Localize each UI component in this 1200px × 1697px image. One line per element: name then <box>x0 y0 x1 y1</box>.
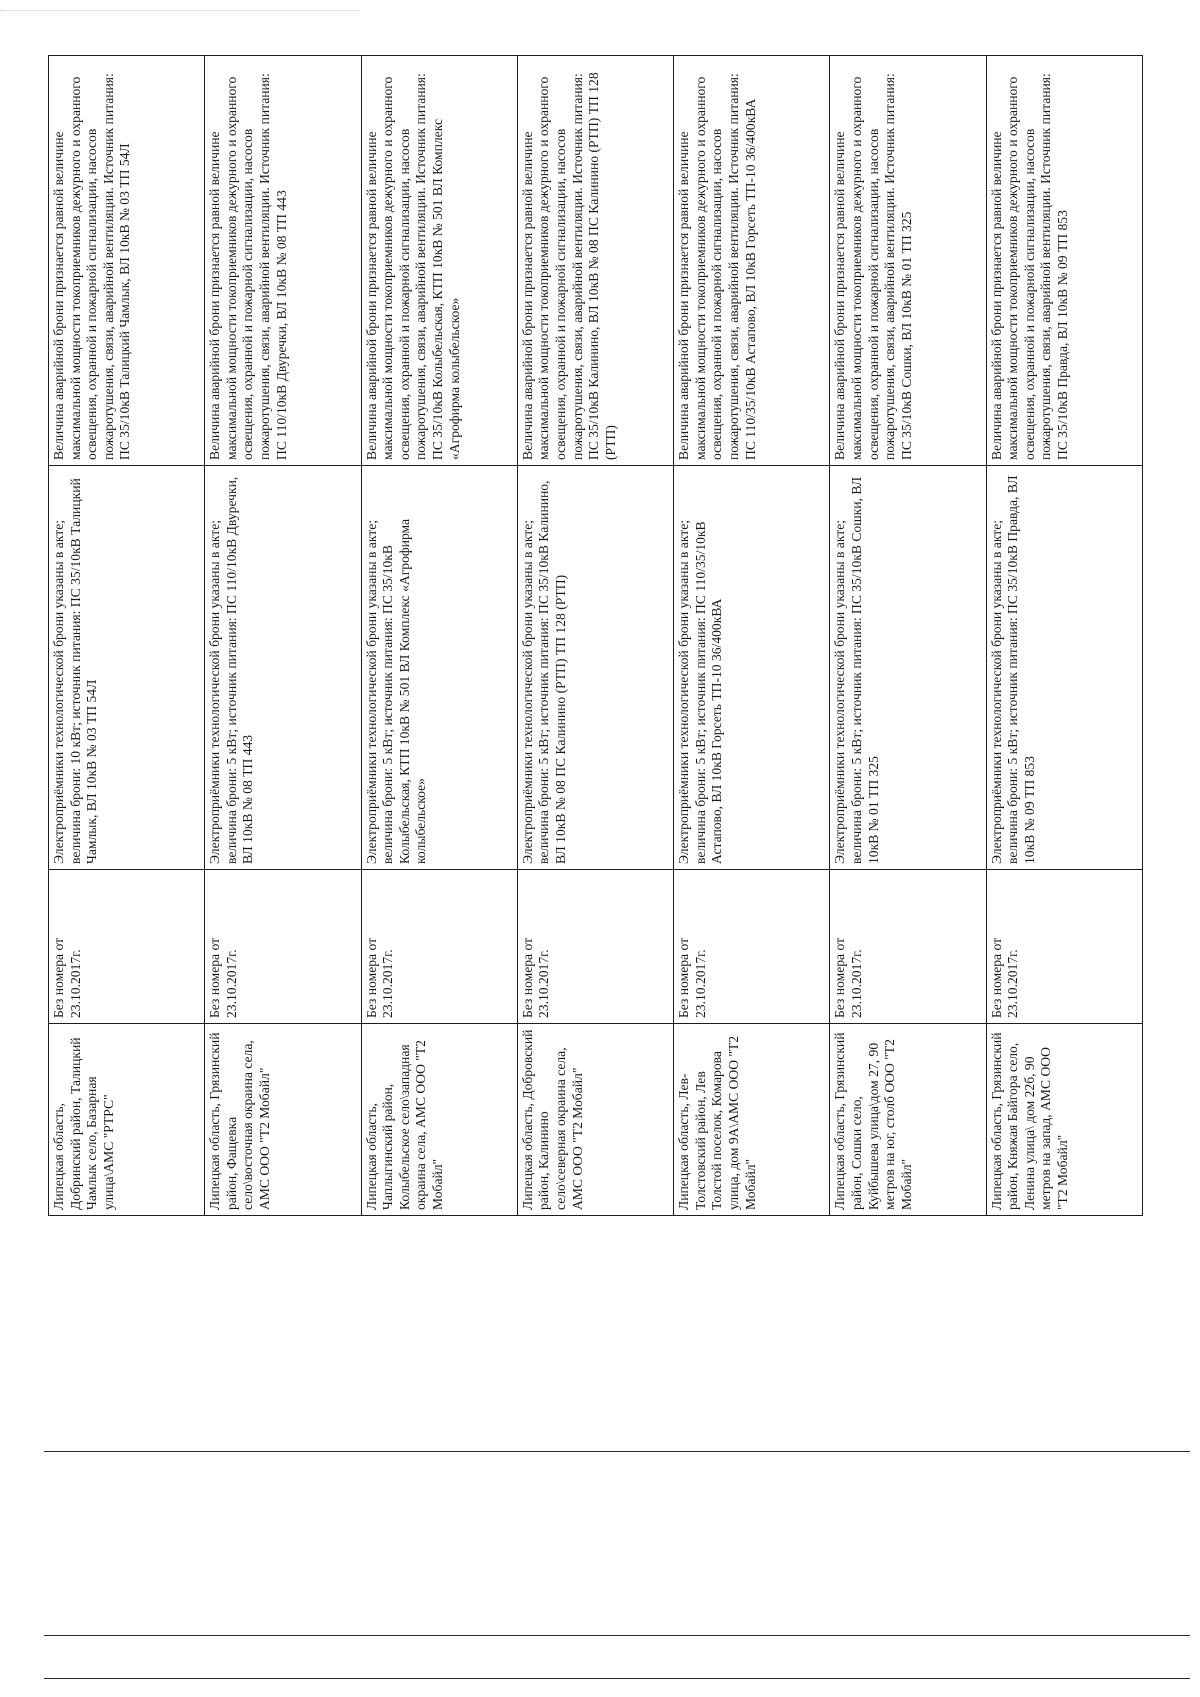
cell-tech-reservation: Электроприёмники технологической брони указаны в акте; величина брони: 5 кВт; источник питания: ПС 35/10кВ Правда, ВЛ 10кВ № 09 ТП 853 <box>986 466 1142 870</box>
cell-tech-reservation: Электроприёмники технологической брони указаны в акте; величина брони: 5 кВт; источник питания: ПС 35/10кВ Колыбельская, КТП 10кВ № 501 ВЛ Комплекс «Агрофирма колыбельское» <box>361 466 517 870</box>
scan-edge-line <box>0 10 360 11</box>
cell-document: Без номера от 23.10.2017г. <box>674 870 830 1024</box>
table-row <box>986 56 1142 1216</box>
cell-address: Липецкая область, Грязинский район, Княжая Байгора село, Ленина улица\ дом 22б, 90 метров на запад, АМС ООО "Т2 Мобайл" <box>986 1024 1142 1216</box>
cell-address: Липецкая область, Лев-Толстовский район, Лев Толстой поселок, Комарова улица, дом 9А\АМС ООО "Т2 Мобайл" <box>674 1024 830 1216</box>
horizontal-rule <box>44 1635 1190 1636</box>
cell-address: Липецкая область, Грязинский район, Сошки село, Куйбышева улица\дом 27, 90 метров на юг, столб ООО "Т2 Мобайл" <box>830 1024 986 1216</box>
cell-tech-reservation: Электроприёмники технологической брони указаны в акте; величина брони: 5 кВт; источник питания: ПС 35/10кВ Сошки, ВЛ 10кВ № 01 ТП 325 <box>830 466 986 870</box>
horizontal-rule <box>44 1678 1190 1679</box>
cell-tech-reservation: Электроприёмники технологической брони указаны в акте; величина брони: 5 кВт; источник питания: ПС 110/35/10кВ Астапово, ВЛ 10кВ Горсеть ТП-10 36/400кВА <box>674 466 830 870</box>
cell-document: Без номера от 23.10.2017г. <box>205 870 361 1024</box>
table-row <box>361 56 517 1216</box>
cell-emergency-reservation: Величина аварийной брони признается равной величине максимальной мощности токоприемников дежурного и охранного освещения, охранной и пожарной сигнализации, насосов пожаротушения, связи, аварийной вентиляции. Источник питания: ПС 35/10кВ Талицкий Чамлык, ВЛ 10кВ № 03 ТП 54Л <box>49 56 205 466</box>
table-body <box>49 56 1143 1216</box>
cell-emergency-reservation: Величина аварийной брони признается равной величине максимальной мощности токоприемников дежурного и охранного освещения, охранной и пожарной сигнализации, насосов пожаротушения, связи, аварийной вентиляции. Источник питания: ПС 110/10кВ Двуречки, ВЛ 10кВ № 08 ТП 443 <box>205 56 361 466</box>
table-row <box>205 56 361 1216</box>
table-row <box>517 56 673 1216</box>
power-reservation-table <box>48 55 1143 1216</box>
cell-emergency-reservation: Величина аварийной брони признается равной величине максимальной мощности токоприемников дежурного и охранного освещения, охранной и пожарной сигнализации, насосов пожаротушения, связи, аварийной вентиляции. Источник питания: ПС 110/35/10кВ Астапово, ВЛ 10кВ Горсеть ТП-10 36/400кВА <box>674 56 830 466</box>
table-row <box>830 56 986 1216</box>
cell-emergency-reservation: Величина аварийной брони признается равной величине максимальной мощности токоприемников дежурного и охранного освещения, охранной и пожарной сигнализации, насосов пожаротушения, связи, аварийной вентиляции. Источник питания: ПС 35/10кВ Колыбельская, КТП 10кВ № 501 ВЛ Комплекс «Агрофирма колыбельское» <box>361 56 517 466</box>
cell-document: Без номера от 23.10.2017г. <box>986 870 1142 1024</box>
cell-address: Липецкая область, Грязинский район, Фащевка село\восточная окраина села, АМС ООО "Т2 Мобайл" <box>205 1024 361 1216</box>
horizontal-rule <box>44 1451 1190 1452</box>
table-row <box>674 56 830 1216</box>
cell-emergency-reservation: Величина аварийной брони признается равной величине максимальной мощности токоприемников дежурного и охранного освещения, охранной и пожарной сигнализации, насосов пожаротушения, связи, аварийной вентиляции. Источник питания: ПС 35/10кВ Сошки, ВЛ 10кВ № 01 ТП 325 <box>830 56 986 466</box>
cell-document: Без номера от 23.10.2017г. <box>49 870 205 1024</box>
cell-document: Без номера от 23.10.2017г. <box>830 870 986 1024</box>
rotated-table-area <box>48 56 1200 1210</box>
cell-address: Липецкая область, Добринский район, Талицкий Чамлык село, Базарная улица\АМС "РТРС" <box>49 1024 205 1216</box>
table-row <box>49 56 205 1216</box>
cell-document: Без номера от 23.10.2017г. <box>517 870 673 1024</box>
cell-tech-reservation: Электроприёмники технологической брони указаны в акте; величина брони: 5 кВт; источник питания: ПС 35/10кВ Калинино, ВЛ 10кВ № 08 ПС Калинино (РТП) ТП 128 (РТП) <box>517 466 673 870</box>
cell-document: Без номера от 23.10.2017г. <box>361 870 517 1024</box>
cell-emergency-reservation: Величина аварийной брони признается равной величине максимальной мощности токоприемников дежурного и охранного освещения, охранной и пожарной сигнализации, насосов пожаротушения, связи, аварийной вентиляции. Источник питания: ПС 35/10кВ Калинино, ВЛ 10кВ № 08 ПС Калинино (РТП) ТП 128 (РТП) <box>517 56 673 466</box>
rotated-table-wrapper <box>48 56 1143 1216</box>
cell-address: Липецкая область, Чаплыгинский район, Колыбельское село\западная окраина села, АМС ООО "Т2 Мобайл" <box>361 1024 517 1216</box>
cell-tech-reservation: Электроприёмники технологической брони указаны в акте; величина брони: 10 кВт; источник питания: ПС 35/10кВ Талицкий Чамлык, ВЛ 10кВ № 03 ТП 54Л <box>49 466 205 870</box>
cell-address: Липецкая область, Добровский район, Калинино село\северная окраина села, АМС ООО "Т2 Мобайл" <box>517 1024 673 1216</box>
cell-tech-reservation: Электроприёмники технологической брони указаны в акте; величина брони: 5 кВт; источник питания: ПС 110/10кВ Двуречки, ВЛ 10кВ № 08 ТП 443 <box>205 466 361 870</box>
cell-emergency-reservation: Величина аварийной брони признается равной величине максимальной мощности токоприемников дежурного и охранного освещения, охранной и пожарной сигнализации, насосов пожаротушения, связи, аварийной вентиляции. Источник питания: ПС 35/10кВ Правда, ВЛ 10кВ № 09 ТП 853 <box>986 56 1142 466</box>
